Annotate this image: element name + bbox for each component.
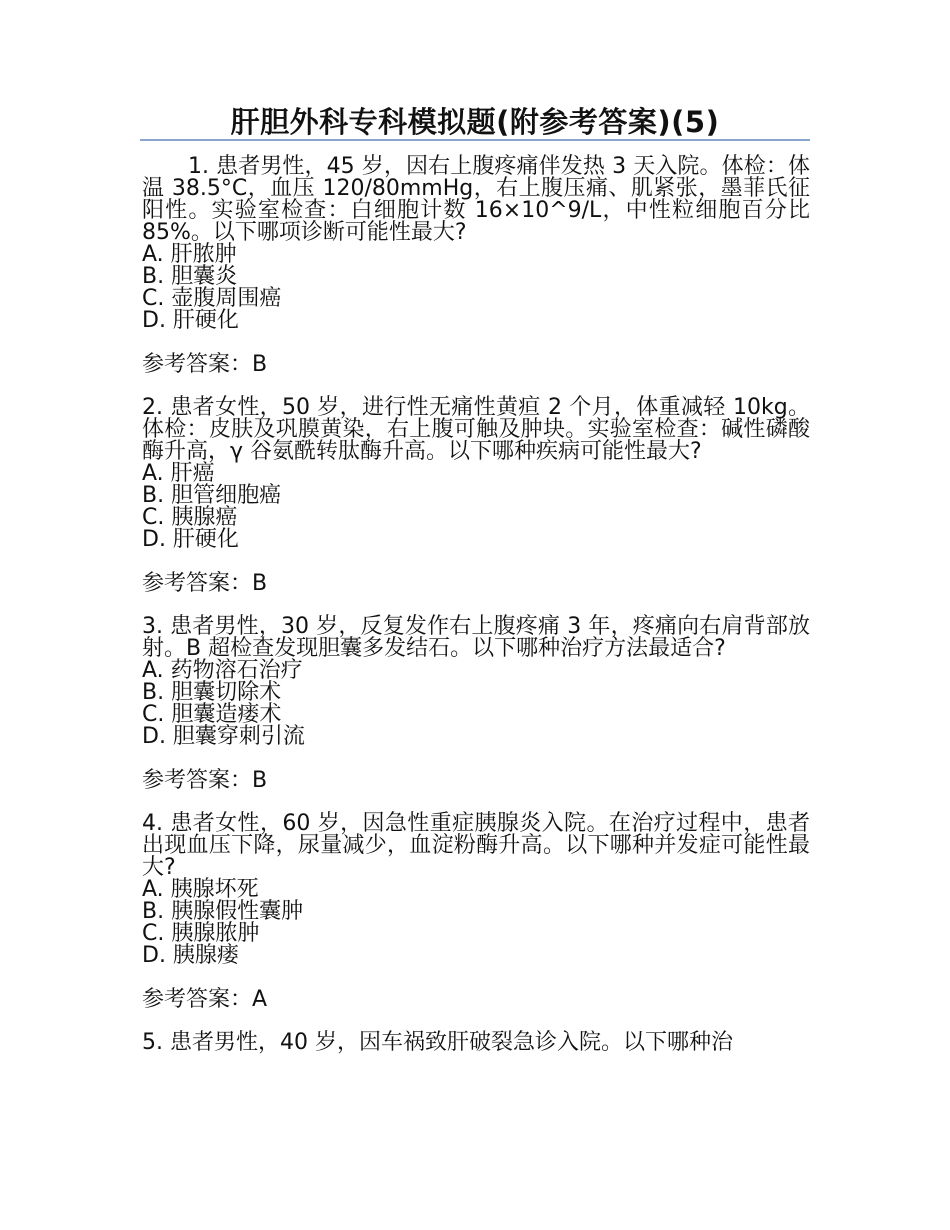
- option-b: B. 胆囊切除术: [142, 680, 282, 705]
- option-b: B. 胰腺假性囊肿: [142, 899, 304, 924]
- option-a: A. 胰腺坏死: [142, 877, 259, 902]
- option-c: C. 胰腺脓肿: [142, 921, 260, 946]
- option-b: B. 胆囊炎: [142, 264, 238, 289]
- reference-answer: 参考答案：A: [142, 987, 268, 1012]
- option-b: B. 胆管细胞癌: [142, 483, 282, 508]
- question-text: 1. 患者男性，45 岁，因右上腹疼痛伴发热 3 天入院。体检：体温 38.5°C，血压 120/80mmHg，右上腹压痛、肌紧张，墨菲氏征阳性。实验室检查：白细胞计数 16×10^9/L，中性粒细胞百分比 85%。以下哪项诊断可能性最大?: [142, 154, 810, 245]
- option-c: C. 壶腹周围癌: [142, 286, 282, 311]
- option-a: A. 药物溶石治疗: [142, 658, 303, 683]
- reference-answer: 参考答案：B: [142, 768, 268, 793]
- option-c: C. 胰腺癌: [142, 505, 238, 530]
- document-body: [142, 156, 810, 1054]
- option-d: D. 胰腺瘘: [142, 943, 239, 968]
- document-title: 肝胆外科专科模拟题(附参考答案)(5): [230, 105, 720, 139]
- reference-answer: 参考答案：B: [142, 352, 268, 377]
- question-text: 4. 患者女性，60 岁，因急性重症胰腺炎入院。在治疗过程中，患者出现血压下降，尿量减少，血淀粉酶升高。以下哪种并发症可能性最大?: [142, 811, 810, 880]
- question-4: [142, 813, 810, 1011]
- question-text: 3. 患者男性，30 岁，反复发作右上腹疼痛 3 年，疼痛向右肩背部放射。B 超检查发现胆囊多发结石。以下哪种治疗方法最适合?: [142, 614, 810, 661]
- option-c: C. 胆囊造瘘术: [142, 702, 282, 727]
- question-5-text: 5. 患者男性，40 岁，因车祸致肝破裂急诊入院。以下哪种治: [142, 1030, 733, 1055]
- option-d: D. 肝硬化: [142, 527, 239, 552]
- option-a: A. 肝脓肿: [142, 242, 237, 267]
- question-1: [142, 156, 810, 376]
- question-text: 2. 患者女性，50 岁，进行性无痛性黄疸 2 个月，体重减轻 10kg。体检：皮肤及巩膜黄染，右上腹可触及肿块。实验室检查：碱性磷酸酶升高，γ 谷氨酰转肽酶升高。以下哪种疾病可能性最大?: [142, 395, 810, 464]
- option-d: D. 肝硬化: [142, 308, 239, 333]
- option-d: D. 胆囊穿刺引流: [142, 724, 305, 749]
- question-3: [142, 616, 810, 792]
- option-a: A. 肝癌: [142, 461, 215, 486]
- reference-answer: 参考答案：B: [142, 571, 268, 596]
- title-underline: [140, 139, 810, 141]
- question-2: [142, 397, 810, 595]
